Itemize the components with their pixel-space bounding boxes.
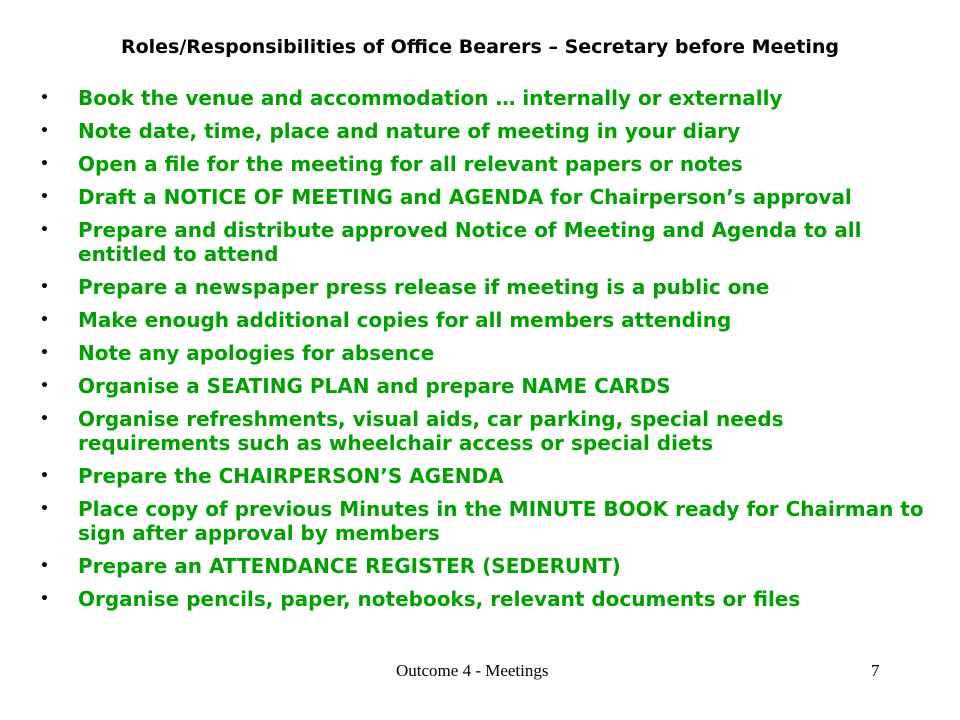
footer-text: Outcome 4 - Meetings bbox=[396, 661, 549, 680]
bullet-text: Prepare a newspaper press release if meeting is a public one bbox=[78, 275, 770, 299]
bullet-dot-icon: • bbox=[40, 558, 49, 574]
bullet-text: Draft a NOTICE OF MEETING and AGENDA for Chairperson’s approval bbox=[78, 185, 852, 209]
bullet-list bbox=[40, 86, 930, 620]
bullet-item bbox=[40, 86, 930, 110]
bullet-item bbox=[40, 497, 930, 545]
bullet-text: Note date, time, place and nature of meeting in your diary bbox=[78, 119, 741, 143]
bullet-item bbox=[40, 374, 930, 398]
bullet-item bbox=[40, 185, 930, 209]
bullet-text: Make enough additional copies for all members attending bbox=[78, 308, 732, 332]
bullet-item bbox=[40, 587, 930, 611]
bullet-item bbox=[40, 407, 930, 455]
bullet-text: Prepare and distribute approved Notice of Meeting and Agenda to all entitled to attend bbox=[78, 218, 862, 266]
bullet-dot-icon: • bbox=[40, 312, 49, 328]
bullet-item bbox=[40, 275, 930, 299]
bullet-dot-icon: • bbox=[40, 189, 49, 205]
bullet-text: Open a file for the meeting for all relevant papers or notes bbox=[78, 152, 743, 176]
bullet-dot-icon: • bbox=[40, 411, 49, 427]
bullet-text: Organise refreshments, visual aids, car parking, special needs requirements such as wheelchair access or special diets bbox=[78, 407, 784, 455]
bullet-item bbox=[40, 464, 930, 488]
slide-footer bbox=[0, 661, 960, 685]
bullet-text: Prepare the CHAIRPERSON’S AGENDA bbox=[78, 464, 504, 488]
bullet-dot-icon: • bbox=[40, 156, 49, 172]
page-number: 7 bbox=[871, 661, 880, 680]
bullet-dot-icon: • bbox=[40, 222, 49, 238]
bullet-dot-icon: • bbox=[40, 123, 49, 139]
bullet-item bbox=[40, 308, 930, 332]
bullet-dot-icon: • bbox=[40, 468, 49, 484]
bullet-dot-icon: • bbox=[40, 378, 49, 394]
bullet-dot-icon: • bbox=[40, 90, 49, 106]
bullet-text: Organise pencils, paper, notebooks, relevant documents or files bbox=[78, 587, 801, 611]
bullet-dot-icon: • bbox=[40, 279, 49, 295]
slide-title: Roles/Responsibilities of Office Bearers – Secretary before Meeting bbox=[120, 36, 840, 58]
bullet-text: Prepare an ATTENDANCE REGISTER (SEDERUNT) bbox=[78, 554, 621, 578]
bullet-item bbox=[40, 341, 930, 365]
bullet-item bbox=[40, 119, 930, 143]
bullet-dot-icon: • bbox=[40, 345, 49, 361]
bullet-dot-icon: • bbox=[40, 591, 49, 607]
bullet-text: Place copy of previous Minutes in the MINUTE BOOK ready for Chairman to sign after approval by members bbox=[78, 497, 924, 545]
bullet-item bbox=[40, 218, 930, 266]
bullet-text: Organise a SEATING PLAN and prepare NAME CARDS bbox=[78, 374, 671, 398]
bullet-text: Note any apologies for absence bbox=[78, 341, 435, 365]
bullet-item bbox=[40, 152, 930, 176]
bullet-dot-icon: • bbox=[40, 501, 49, 517]
bullet-text: Book the venue and accommodation … internally or externally bbox=[78, 86, 783, 110]
bullet-item bbox=[40, 554, 930, 578]
